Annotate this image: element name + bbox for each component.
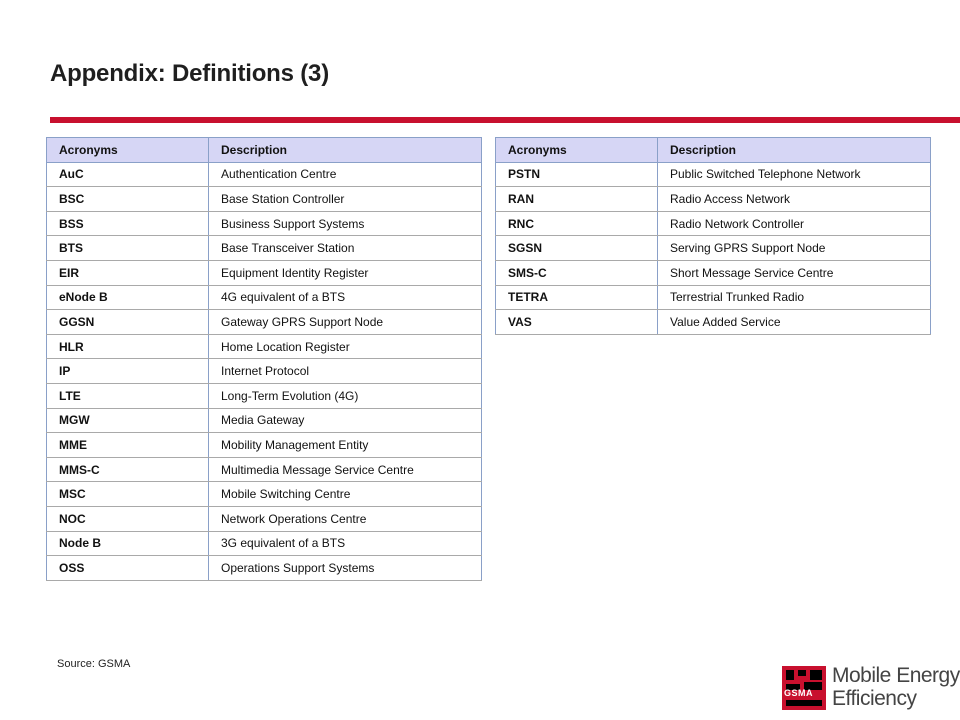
acronym-cell: MMS-C bbox=[47, 457, 209, 482]
acronym-cell: RAN bbox=[496, 187, 658, 212]
acronym-cell: IP bbox=[47, 359, 209, 384]
table-row bbox=[47, 334, 482, 359]
description-cell: Network Operations Centre bbox=[209, 506, 482, 531]
table-row bbox=[47, 162, 482, 187]
acronym-cell: Node B bbox=[47, 531, 209, 556]
table-header-row bbox=[47, 138, 482, 163]
description-cell: Short Message Service Centre bbox=[658, 260, 931, 285]
acronym-cell: HLR bbox=[47, 334, 209, 359]
description-cell: Terrestrial Trunked Radio bbox=[658, 285, 931, 310]
description-cell: Public Switched Telephone Network bbox=[658, 162, 931, 187]
description-cell: Internet Protocol bbox=[209, 359, 482, 384]
table-row bbox=[47, 187, 482, 212]
acronym-cell: eNode B bbox=[47, 285, 209, 310]
acronym-cell: AuC bbox=[47, 162, 209, 187]
acronym-cell: VAS bbox=[496, 310, 658, 335]
acronym-cell: SGSN bbox=[496, 236, 658, 261]
acronym-cell: MME bbox=[47, 433, 209, 458]
acronym-cell: EIR bbox=[47, 260, 209, 285]
description-cell: Multimedia Message Service Centre bbox=[209, 457, 482, 482]
brand-wordmark bbox=[832, 664, 960, 710]
table-row bbox=[47, 260, 482, 285]
description-cell: Media Gateway bbox=[209, 408, 482, 433]
description-cell: Business Support Systems bbox=[209, 211, 482, 236]
table-row bbox=[47, 506, 482, 531]
description-cell: Value Added Service bbox=[658, 310, 931, 335]
table-row bbox=[47, 285, 482, 310]
description-cell: Mobile Switching Centre bbox=[209, 482, 482, 507]
table-row bbox=[47, 457, 482, 482]
acronym-cell: BTS bbox=[47, 236, 209, 261]
table-row bbox=[47, 556, 482, 581]
description-cell: Base Station Controller bbox=[209, 187, 482, 212]
column-header-description: Description bbox=[658, 138, 931, 163]
acronym-cell: LTE bbox=[47, 383, 209, 408]
acronym-cell: BSS bbox=[47, 211, 209, 236]
table-row bbox=[47, 310, 482, 335]
column-header-acronyms: Acronyms bbox=[47, 138, 209, 163]
acronym-cell: SMS-C bbox=[496, 260, 658, 285]
acronym-cell: MGW bbox=[47, 408, 209, 433]
table-row bbox=[47, 383, 482, 408]
description-cell: Serving GPRS Support Node bbox=[658, 236, 931, 261]
acronym-cell: TETRA bbox=[496, 285, 658, 310]
table-row bbox=[47, 211, 482, 236]
description-cell: 4G equivalent of a BTS bbox=[209, 285, 482, 310]
description-cell: Base Transceiver Station bbox=[209, 236, 482, 261]
table-row bbox=[47, 408, 482, 433]
source-note: Source: GSMA bbox=[57, 658, 131, 670]
table-row bbox=[496, 285, 931, 310]
description-cell: Long-Term Evolution (4G) bbox=[209, 383, 482, 408]
column-header-description: Description bbox=[209, 138, 482, 163]
acronym-cell: MSC bbox=[47, 482, 209, 507]
table-row bbox=[496, 187, 931, 212]
column-header-acronyms: Acronyms bbox=[496, 138, 658, 163]
description-cell: Operations Support Systems bbox=[209, 556, 482, 581]
description-cell: Mobility Management Entity bbox=[209, 433, 482, 458]
acronym-cell: BSC bbox=[47, 187, 209, 212]
page-title: Appendix: Definitions (3) bbox=[50, 60, 329, 87]
description-cell: Gateway GPRS Support Node bbox=[209, 310, 482, 335]
description-cell: Authentication Centre bbox=[209, 162, 482, 187]
acronym-cell: NOC bbox=[47, 506, 209, 531]
acronym-cell: GGSN bbox=[47, 310, 209, 335]
description-cell: Radio Network Controller bbox=[658, 211, 931, 236]
brand-line-1: Mobile Energy bbox=[832, 664, 960, 687]
table-row bbox=[496, 211, 931, 236]
acronym-cell: RNC bbox=[496, 211, 658, 236]
table-row bbox=[496, 236, 931, 261]
brand-line-2: Efficiency bbox=[832, 687, 917, 710]
table-row bbox=[496, 260, 931, 285]
table-row bbox=[496, 162, 931, 187]
table-row bbox=[47, 433, 482, 458]
title-divider bbox=[50, 117, 960, 123]
acronym-cell: OSS bbox=[47, 556, 209, 581]
table-row bbox=[47, 359, 482, 384]
description-cell: Equipment Identity Register bbox=[209, 260, 482, 285]
description-cell: Radio Access Network bbox=[658, 187, 931, 212]
gsma-logo-text: GSMA bbox=[784, 688, 813, 698]
definitions-table-left bbox=[46, 137, 482, 581]
description-cell: Home Location Register bbox=[209, 334, 482, 359]
table-row bbox=[47, 531, 482, 556]
description-cell: 3G equivalent of a BTS bbox=[209, 531, 482, 556]
definitions-table-right bbox=[495, 137, 931, 335]
table-row bbox=[47, 482, 482, 507]
table-header-row bbox=[496, 138, 931, 163]
table-row bbox=[47, 236, 482, 261]
acronym-cell: PSTN bbox=[496, 162, 658, 187]
table-row bbox=[496, 310, 931, 335]
